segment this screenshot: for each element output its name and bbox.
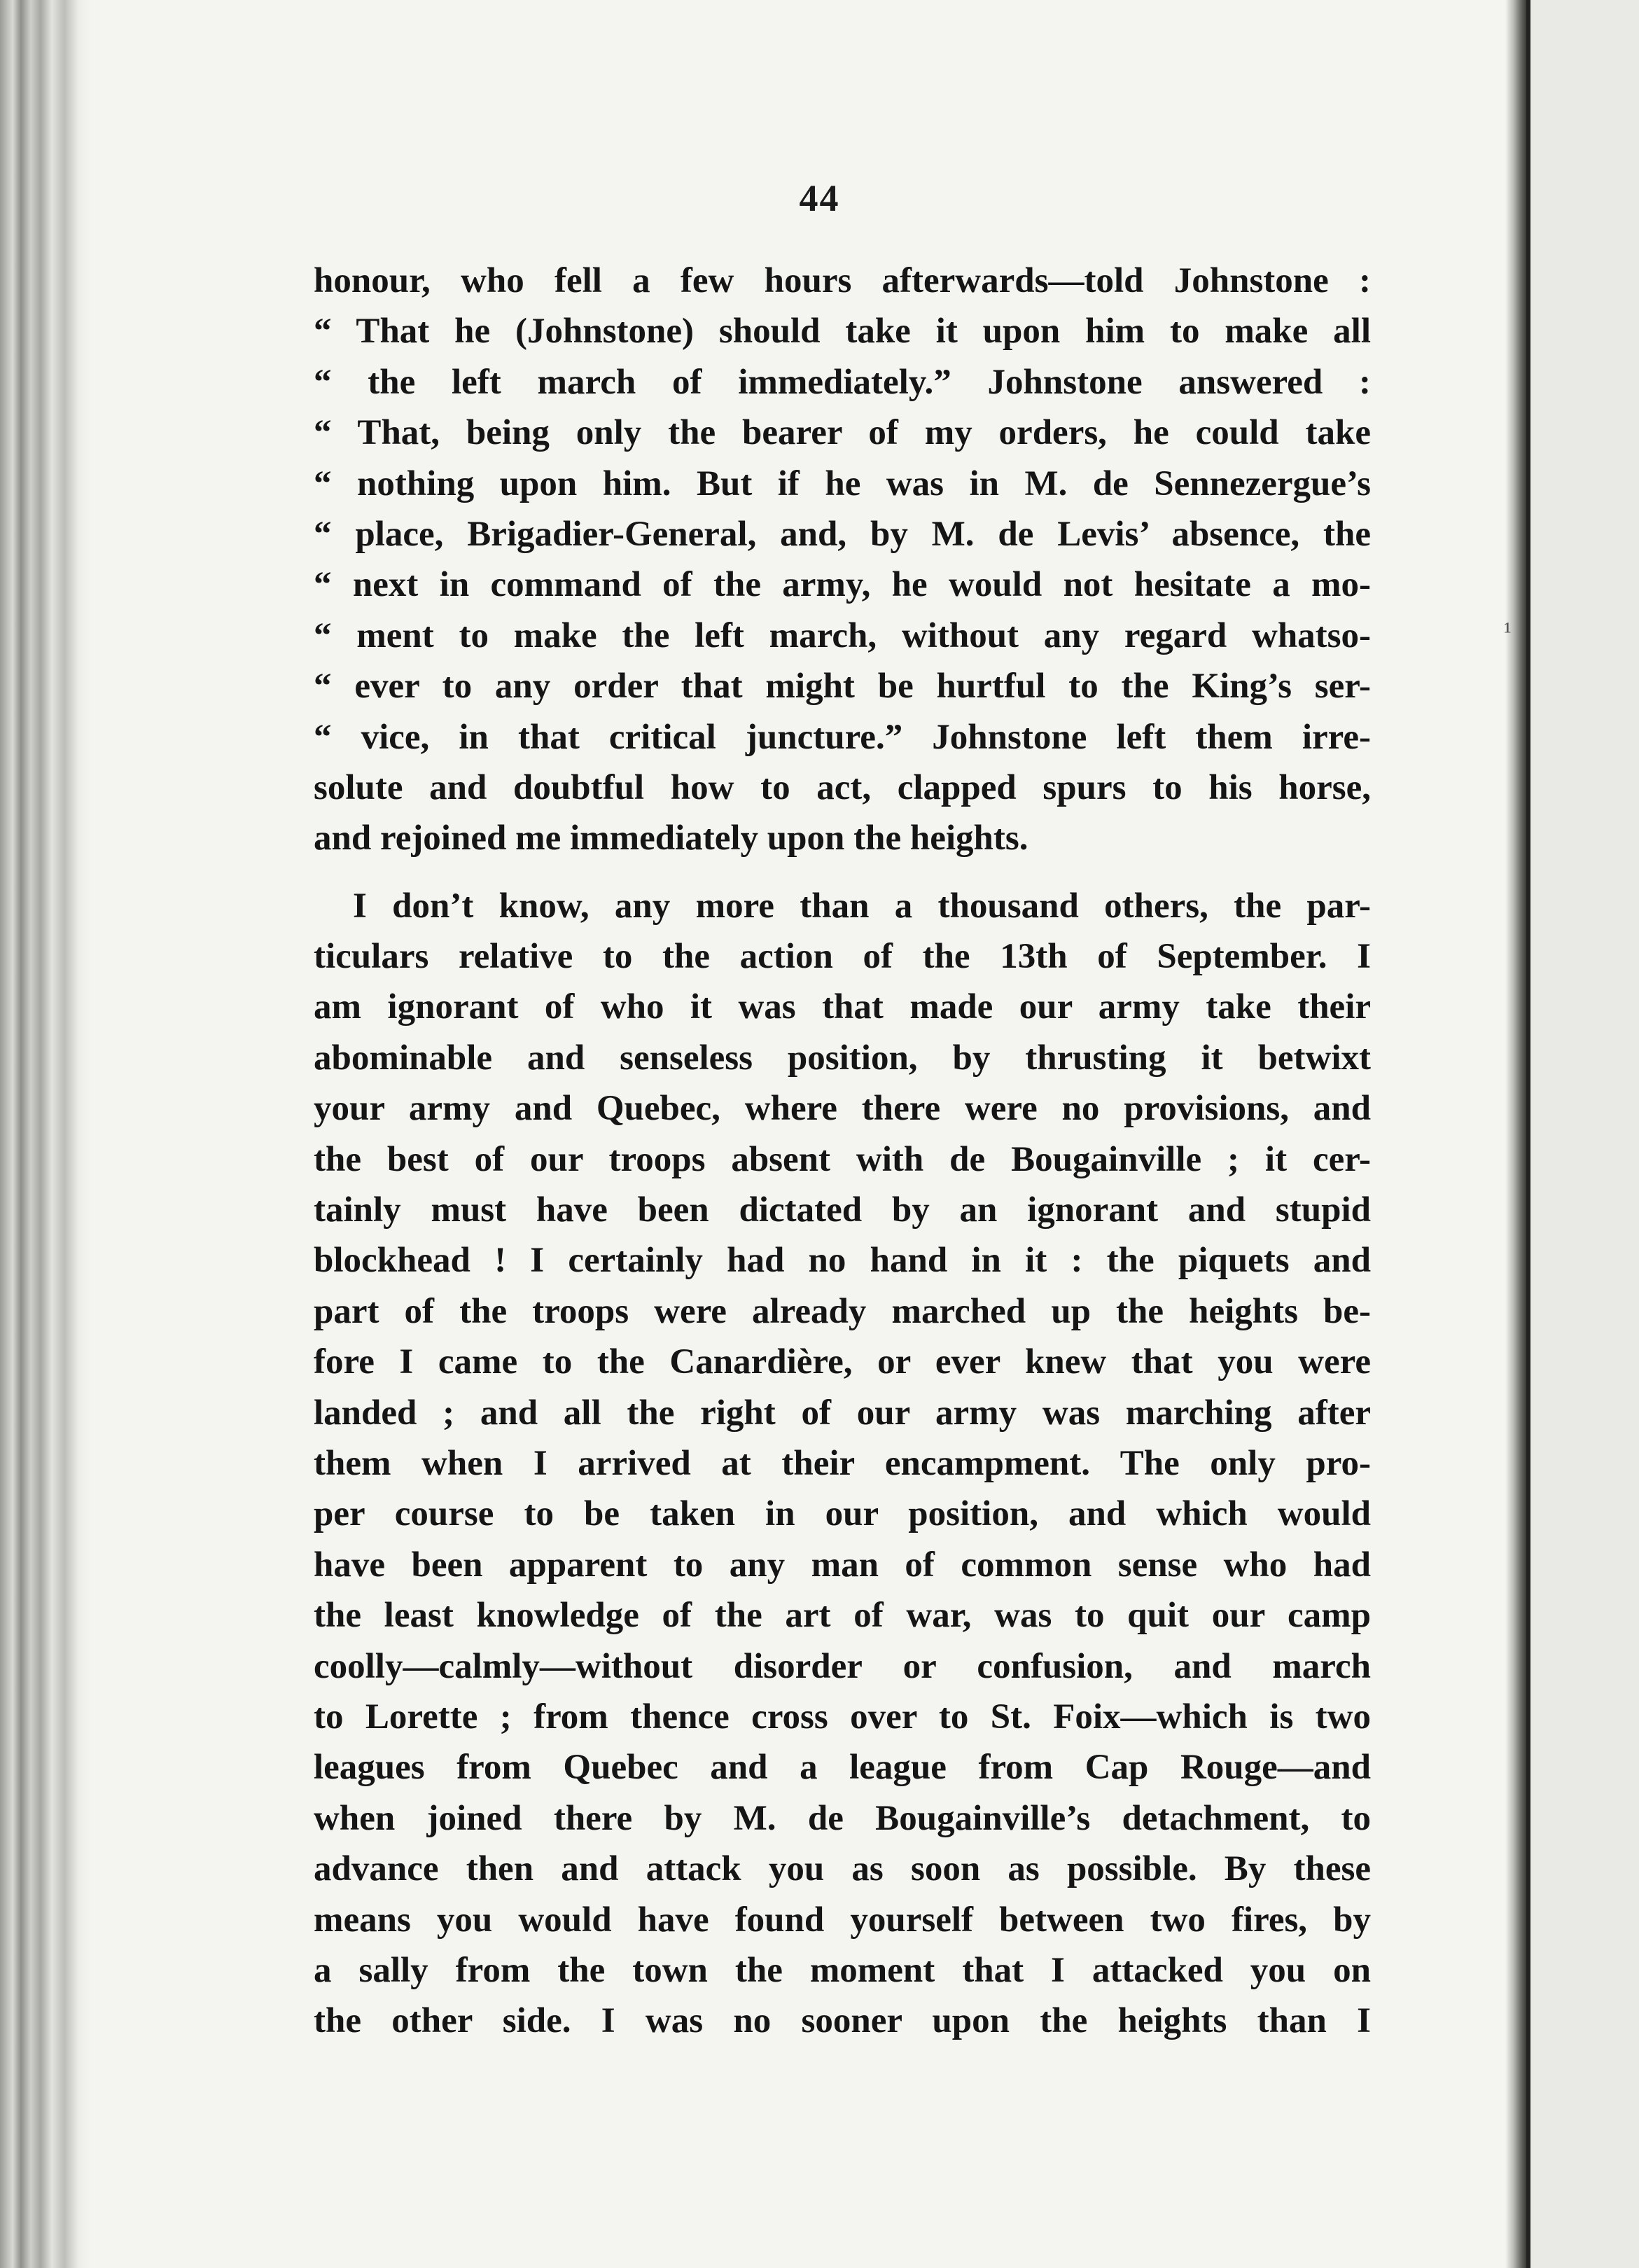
text-line: “ next in command of the army, he would not hesitate a mo-: [314, 565, 1371, 605]
text-line: “ ever to any order that might be hurtful to the King’s ser-: [314, 667, 1371, 707]
text-line: to Lorette ; from thence cross over to St. Foix—which is two: [314, 1697, 1371, 1737]
book-binding-edge: [0, 0, 91, 2268]
text-line: when joined there by M. de Bougainville’s detachment, to: [314, 1798, 1371, 1838]
text-line: the least knowledge of the art of war, was to quit our camp: [314, 1596, 1371, 1636]
body-text: [314, 256, 1371, 2047]
text-line: your army and Quebec, where there were no provisions, and: [314, 1089, 1371, 1129]
text-line: them when I arrived at their encampment. The only pro-: [314, 1443, 1371, 1483]
text-line: and rejoined me immediately upon the heights.: [314, 819, 1028, 858]
text-line: a sally from the town the moment that I attacked you on: [314, 1950, 1371, 1990]
text-line: tainly must have been dictated by an ignorant and stupid: [314, 1190, 1371, 1230]
text-line: coolly—calmly—without disorder or confusion, and march: [314, 1646, 1371, 1686]
text-line: per course to be taken in our position, and which would: [314, 1494, 1371, 1534]
text-line: solute and doubtful how to act, clapped spurs to his horse,: [314, 767, 1371, 807]
text-line: honour, who fell a few hours afterwards—told Johnstone :: [314, 261, 1371, 300]
text-line: “ ment to make the left march, without any regard whatso-: [314, 615, 1371, 655]
text-line: blockhead ! I certainly had no hand in it : the piquets and: [314, 1241, 1371, 1281]
text-line: abominable and senseless position, by thrusting it betwixt: [314, 1038, 1371, 1078]
text-line: leagues from Quebec and a league from Cap Rouge—and: [314, 1748, 1371, 1788]
text-line: ticulars relative to the action of the 13th of September. I: [314, 937, 1371, 977]
text-line: “ the left march of immediately.” Johnstone answered :: [314, 362, 1371, 402]
adjacent-page-strip: [1526, 0, 1639, 2268]
page-number: 44: [799, 177, 840, 219]
text-line: part of the troops were already marched up the heights be-: [314, 1291, 1371, 1331]
page-edge-shadow: [1505, 0, 1526, 2268]
margin-tick-mark: ¹: [1504, 617, 1512, 645]
text-line: advance then and attack you as soon as possible. By these: [314, 1849, 1371, 1889]
text-line: am ignorant of who it was that made our army take their: [314, 987, 1371, 1027]
text-line: “ place, Brigadier-General, and, by M. de Levis’ absence, the: [314, 514, 1371, 554]
text-line: “ vice, in that critical juncture.” Johnstone left them irre-: [314, 717, 1371, 757]
text-line: landed ; and all the right of our army was marching after: [314, 1393, 1371, 1433]
text-line: “ That, being only the bearer of my orders, he could take: [314, 413, 1371, 453]
text-line: the other side. I was no sooner upon the heights than I: [314, 2001, 1371, 2041]
text-line: “ nothing upon him. But if he was in M. de Sennezergue’s: [314, 464, 1371, 503]
paragraph-1: [314, 256, 1371, 864]
text-line: have been apparent to any man of common sense who had: [314, 1545, 1371, 1585]
text-line: means you would have found yourself between two fires, by: [314, 1900, 1371, 1940]
text-line: the best of our troops absent with de Bougainville ; it cer-: [314, 1139, 1371, 1179]
text-line: fore I came to the Canardière, or ever knew that you were: [314, 1342, 1371, 1382]
paragraph-2: [314, 881, 1371, 2047]
text-line: “ That he (Johnstone) should take it upon him to make all: [314, 312, 1371, 352]
text-line: I don’t know, any more than a thousand others, the par-: [353, 886, 1371, 926]
